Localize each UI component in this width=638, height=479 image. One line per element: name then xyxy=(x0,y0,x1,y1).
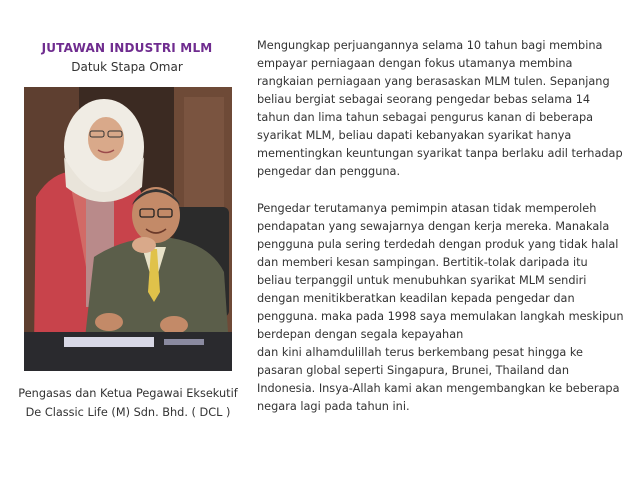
portrait-illustration xyxy=(24,87,232,371)
caption-line-1: Pengasas dan Ketua Pegawai Eksekutif xyxy=(18,387,238,400)
woman-hand xyxy=(132,237,156,253)
caption-line-2: De Classic Life (M) Sdn. Bhd. ( DCL ) xyxy=(25,406,231,419)
paragraph-2-part-1: Pengedar terutamanya pemimpin atasan tidak memperoleh pendapatan yang sewajarnya dengan kerja mereka. Manakala pengguna pula sering terdedah dengan produk yang tidak halal dan memberi kesan sampingan. Bertitik-tolak daripada itu beliau terpanggil untuk menubuhkan syarikat MLM sendiri dengan menitikberatkan keadilan kepada pengedar dan pengguna. maka pada 1998 saya memulakan langkah meskipun berdepan dengan segala kepayahan xyxy=(257,202,624,341)
desk-item xyxy=(164,339,204,345)
man-hand-right xyxy=(160,316,188,334)
paragraph-2 xyxy=(257,200,625,416)
photo-caption xyxy=(14,384,242,422)
paragraph-1: Mengungkap perjuangannya selama 10 tahun bagi membina empayar perniagaan dengan fokus utamanya membina rangkaian perniagaan yang berasaskan MLM tulen. Sepanjang beliau bergiat sebagai seorang pengedar bebas selama 14 tahun dan lima tahun sebagai pengurus kanan di beberapa syarikat MLM, beliau dapati kebanyakan syarikat hanya mementingkan keuntungan syarikat tanpa berlaku adil terhadap pengedar dan pengguna. xyxy=(257,39,623,178)
man-hand-left xyxy=(95,313,123,331)
person-name: Datuk Stapa Omar xyxy=(71,60,183,74)
article-body xyxy=(257,37,625,416)
desk-papers xyxy=(64,337,154,347)
portrait-photo xyxy=(24,87,232,371)
paragraph-2-part-2: dan kini alhamdulillah terus berkembang pesat hingga ke pasaran global seperti Singapura, Brunei, Thailand dan Indonesia. Insya-Allah kami akan mengembangkan ke beberapa negara lagi pada tahun ini. xyxy=(257,346,620,413)
woman-face xyxy=(88,117,124,161)
page-title: JUTAWAN INDUSTRI MLM xyxy=(41,41,213,55)
